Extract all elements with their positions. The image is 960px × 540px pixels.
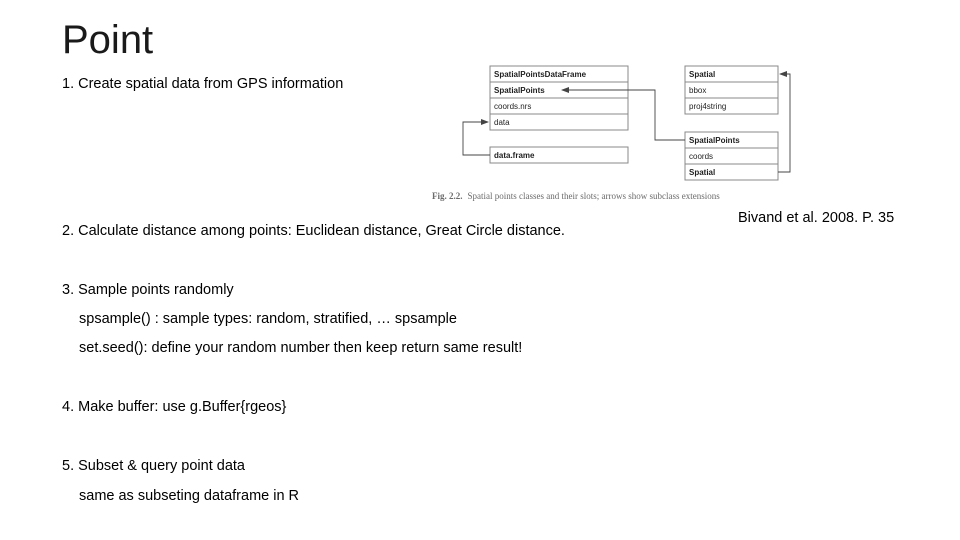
spatialpoints-header: SpatialPoints <box>689 136 740 145</box>
class-diagram-figure <box>430 60 830 208</box>
slide-title: Point <box>62 18 154 62</box>
dataframe-header: data.frame <box>494 151 535 160</box>
figure-caption <box>432 191 720 201</box>
item-calculate-distance: 2. Calculate distance among points: Euclidean distance, Great Circle distance. <box>62 223 565 239</box>
spatialpointsdataframe-box <box>490 66 628 130</box>
class-diagram <box>430 60 830 208</box>
figure-caption-label: Fig. 2.2. <box>432 191 463 201</box>
spatialpoints-row-spatial: Spatial <box>689 168 716 177</box>
spatial-row-bbox: bbox <box>689 86 707 95</box>
spdf-row-data: data <box>494 118 510 127</box>
item-sample-points: 3. Sample points randomly <box>62 282 234 298</box>
spdf-row-coords-nrs: coords.nrs <box>494 102 532 111</box>
item-make-buffer: 4. Make buffer: use g.Buffer{rgeos} <box>62 399 287 415</box>
spatialpoints-box <box>685 132 778 180</box>
item-create-spatial-data: 1. Create spatial data from GPS information <box>62 76 344 92</box>
arrow-spatial-extension <box>778 74 790 172</box>
spdf-row-spatialpoints: SpatialPoints <box>494 86 545 95</box>
item-subset-query: 5. Subset & query point data <box>62 458 245 474</box>
item-subset-dataframe: same as subseting dataframe in R <box>79 488 300 504</box>
arrow-dataframe-extension <box>463 122 490 155</box>
citation: Bivand et al. 2008. P. 35 <box>738 210 895 226</box>
item-set-seed: set.seed(): define your random number then keep return same result! <box>79 340 523 356</box>
dataframe-box <box>490 147 628 163</box>
spatial-header: Spatial <box>689 70 716 79</box>
spatialpoints-row-coords: coords <box>689 152 714 161</box>
spatial-box <box>685 66 778 114</box>
spdf-header: SpatialPointsDataFrame <box>494 70 587 79</box>
item-spsample: spsample() : sample types: random, stratified, … spsample <box>79 311 457 327</box>
figure-caption-text: Spatial points classes and their slots; arrows show subclass extensions <box>467 191 720 201</box>
spatial-row-proj4string: proj4string <box>689 102 727 111</box>
